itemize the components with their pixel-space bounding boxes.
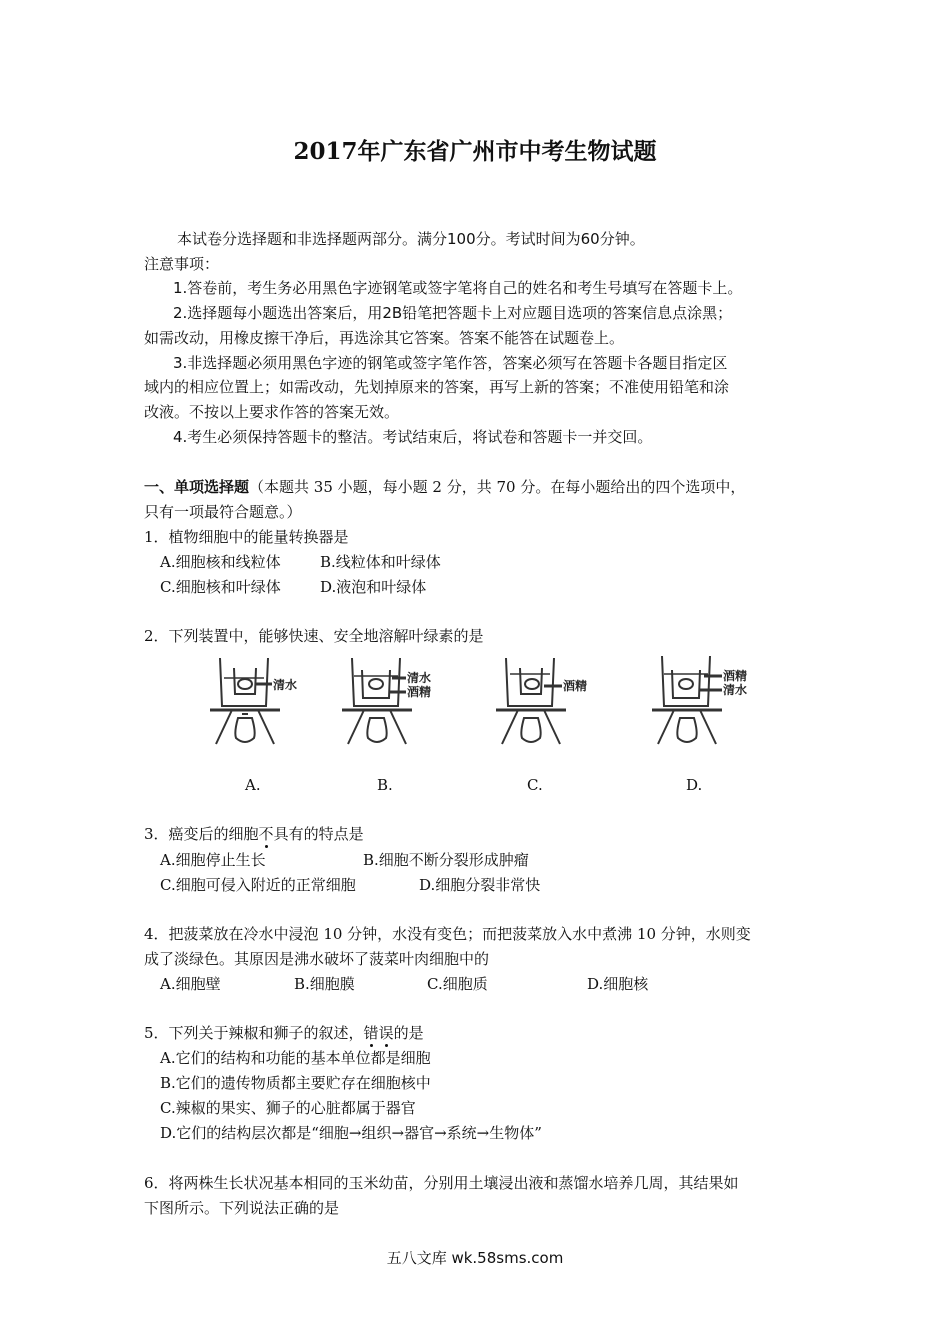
section-heading-bold: 一、单项选择题 xyxy=(144,478,250,496)
emphasis-char: 误 xyxy=(378,1024,394,1042)
notice-heading: 注意事项： xyxy=(144,255,220,273)
question-6-stem-line1: 6．将两株生长状况基本相同的玉米幼苗，分别用土壤浸出液和蒸馏水培养几周，其结果如 xyxy=(144,1174,739,1192)
question-3-stem-pre: 3．癌变后的细胞 xyxy=(144,825,259,843)
question-5-stem-post: 的是 xyxy=(393,1024,424,1042)
section-heading-line2: 只有一项最符合题意。） xyxy=(144,503,302,521)
apparatus-a-figure xyxy=(210,652,320,750)
question-4-option-b: B.细胞膜 xyxy=(294,975,355,993)
question-3-stem xyxy=(144,823,364,844)
question-3-option-a: A.细胞停止生长 xyxy=(160,851,266,869)
question-3-option-b: B.细胞不断分裂形成肿瘤 xyxy=(363,851,529,869)
notice-item-2b: 如需改动，用橡皮擦干净后，再选涂其它答案。答案不能答在试题卷上。 xyxy=(144,329,625,347)
question-5-stem-pre: 5．下列关于辣椒和狮子的叙述， xyxy=(144,1024,364,1042)
question-4-stem-line2: 成了淡绿色。其原因是沸水破坏了菠菜叶肉细胞中的 xyxy=(144,950,490,968)
page-title: 2017年广东省广州市中考生物试题 xyxy=(293,138,657,165)
question-5-option-c: C.辣椒的果实、狮子的心脏都属于器官 xyxy=(160,1099,416,1117)
emphasis-char: 错 xyxy=(363,1024,379,1042)
question-3-stem-post: 具有的特点是 xyxy=(273,825,364,843)
question-6-stem-line2: 下图所示。下列说法正确的是 xyxy=(144,1199,340,1217)
question-3-option-d: D.细胞分裂非常快 xyxy=(419,876,541,894)
page-footer: 五八文库 wk.58sms.com xyxy=(386,1249,564,1267)
notice-item-3a: 3.非选择题必须用黑色字迹的钢笔或签字笔作答，答案必须写在答题卡各题目指定区 xyxy=(173,354,728,372)
apparatus-b-figure xyxy=(342,652,452,750)
emphasis-char: 不 xyxy=(258,825,274,843)
question-5-option-d: D.它们的结构层次都是“细胞→组织→器官→系统→生物体” xyxy=(160,1124,542,1142)
section-heading xyxy=(144,476,745,497)
question-5-stem xyxy=(144,1022,424,1043)
question-4-option-d: D.细胞核 xyxy=(587,975,649,993)
question-4-option-a: A.细胞壁 xyxy=(160,975,221,993)
question-4-option-c: C.细胞质 xyxy=(427,975,488,993)
question-5-option-a: A.它们的结构和功能的基本单位都是细胞 xyxy=(160,1049,431,1067)
question-2-stem: 2．下列装置中，能够快速、安全地溶解叶绿素的是 xyxy=(144,627,484,645)
question-4-stem-line1: 4．把菠菜放在冷水中浸泡 10 分钟，水没有变色；而把菠菜放入水中煮沸 10 分钟，水则变 xyxy=(144,925,751,943)
notice-item-3b: 域内的相应位置上；如需改动，先划掉原来的答案，再写上新的答案；不准使用铅笔和涂 xyxy=(144,378,730,396)
notice-item-4: 4.考生必须保持答题卡的整洁。考试结束后，将试卷和答题卡一并交回。 xyxy=(173,428,653,446)
notice-item-2a: 2.选择题每小题选出答案后，用2B铅笔把答题卡上对应题目选项的答案信息点涂黑； xyxy=(173,304,733,322)
question-1-option-c: C.细胞核和叶绿体 xyxy=(160,578,281,596)
notice-item-1: 1.答卷前，考生务必用黑色字迹钢笔或签字笔将自己的姓名和考生号填写在答题卡上。 xyxy=(173,279,743,297)
apparatus-d-figure xyxy=(652,652,762,750)
figure-b-label: B. xyxy=(377,776,393,794)
figure-d-label: D. xyxy=(686,776,703,794)
question-5-option-b: B.它们的遗传物质都主要贮存在细胞核中 xyxy=(160,1074,431,1092)
intro-line: 本试卷分选择题和非选择题两部分。满分100分。考试时间为60分钟。 xyxy=(177,230,645,248)
section-heading-rest: （本题共 35 小题，每小题 2 分，共 70 分。在每小题给出的四个选项中， xyxy=(249,478,746,496)
apparatus-d-liquid-label-1: 酒精 xyxy=(723,669,748,683)
figure-a-label: A. xyxy=(245,776,261,794)
notice-item-3c: 改液。不按以上要求作答的答案无效。 xyxy=(144,403,400,421)
apparatus-c-liquid-label: 酒精 xyxy=(563,679,588,693)
apparatus-b-liquid-label-2: 酒精 xyxy=(407,685,432,699)
apparatus-a-liquid-label: 清水 xyxy=(273,678,298,692)
question-1-stem: 1．植物细胞中的能量转换器是 xyxy=(144,528,349,546)
question-3-option-c: C.细胞可侵入附近的正常细胞 xyxy=(160,876,356,894)
figure-c-label: C. xyxy=(527,776,543,794)
question-1-option-d: D.液泡和叶绿体 xyxy=(320,578,427,596)
apparatus-c-figure xyxy=(496,652,606,750)
apparatus-d-liquid-label-2: 清水 xyxy=(723,683,748,697)
question-1-option-b: B.线粒体和叶绿体 xyxy=(320,553,441,571)
apparatus-b-liquid-label-1: 清水 xyxy=(407,671,432,685)
question-1-option-a: A.细胞核和线粒体 xyxy=(160,553,281,571)
